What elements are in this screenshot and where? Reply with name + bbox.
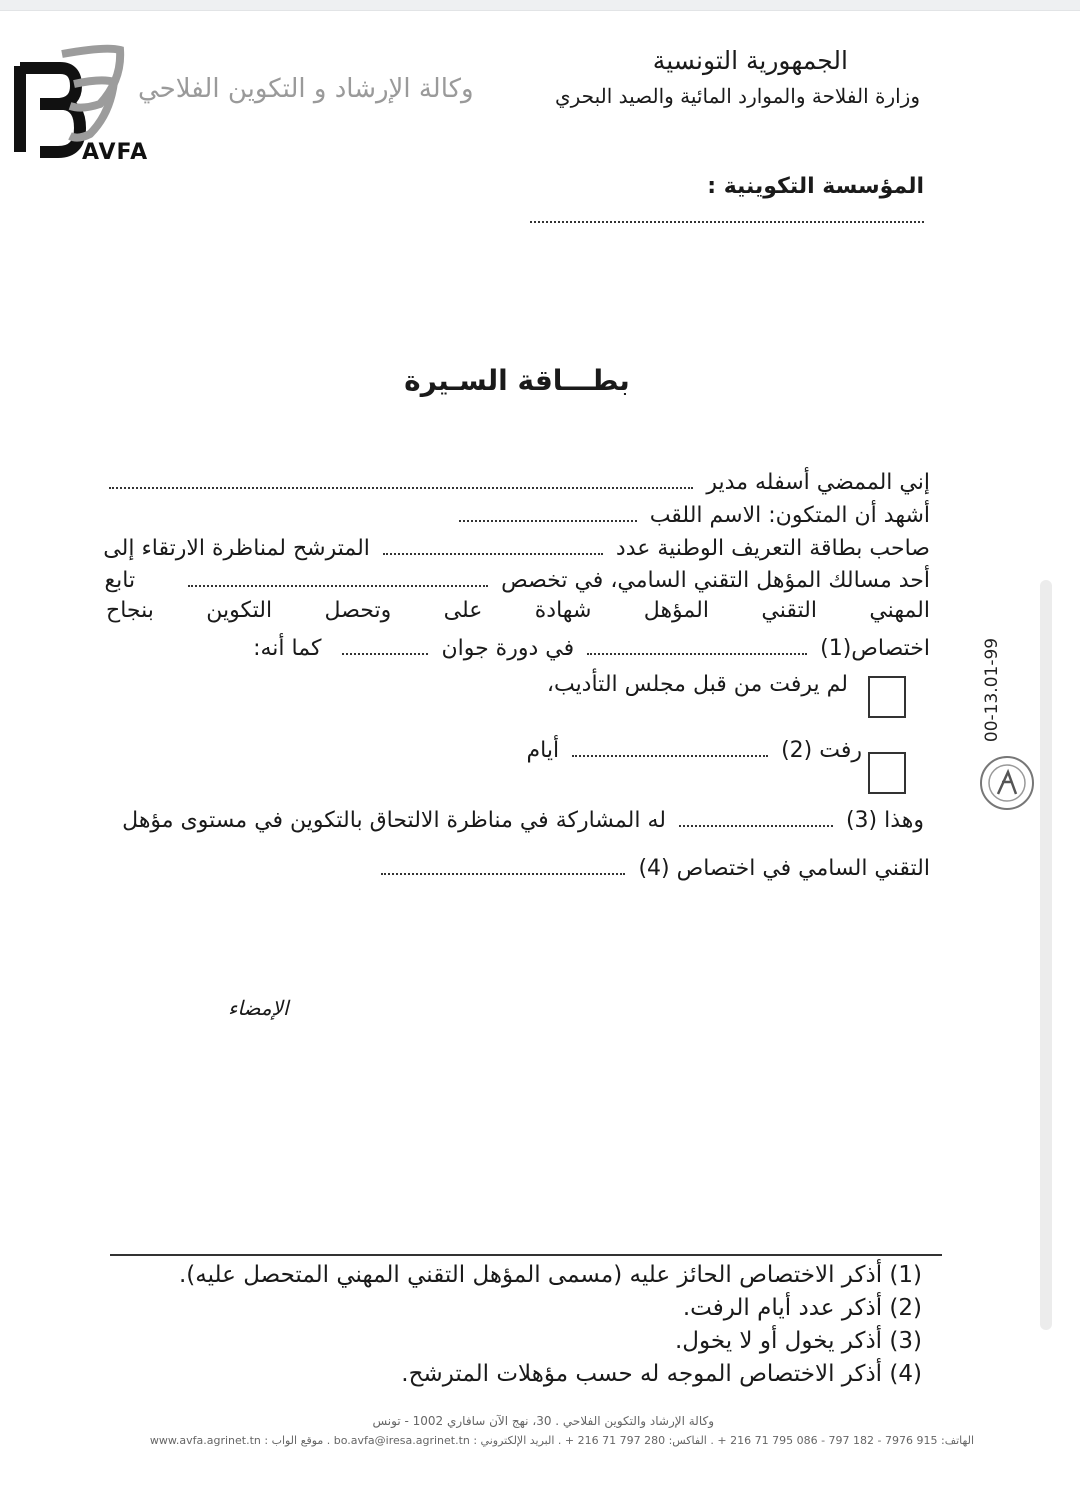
trainee-name-field[interactable] bbox=[459, 516, 637, 522]
oriented-specialty-line bbox=[375, 856, 930, 881]
entitlement-line bbox=[122, 808, 924, 833]
footer-address: وكالة الإرشاد والتكوين الفلاحي . 30، نهج الآن سافاري 1002 - تونس bbox=[372, 1414, 714, 1428]
june-session-label: في دورة جوان bbox=[441, 636, 575, 661]
specialty-ref-label: اختصاص(1) bbox=[820, 636, 930, 661]
institution-field[interactable] bbox=[530, 221, 924, 223]
specialty-label: أحد مسالك المؤهل التقني السامي، في تخصص bbox=[501, 568, 930, 593]
footnote-4: (4) أذكر الاختصاص الموجه له حسب مؤهلات المترشح. bbox=[401, 1361, 922, 1387]
stamp-icon bbox=[978, 754, 1036, 812]
not-dismissed-checkbox[interactable] bbox=[868, 676, 906, 718]
word: على bbox=[443, 598, 483, 623]
word: المهني bbox=[869, 598, 930, 623]
signature-label: الإمضاء bbox=[228, 996, 289, 1020]
june-session-field[interactable] bbox=[342, 649, 428, 655]
word: شهادة bbox=[534, 598, 592, 623]
dismissed-checkbox[interactable] bbox=[868, 752, 906, 794]
oriented-specialty-label: التقني السامي في اختصاص (4) bbox=[638, 856, 930, 881]
specialty-line bbox=[104, 568, 930, 593]
word: بنجاح bbox=[106, 598, 154, 623]
side-code: 00-13.01-99 bbox=[982, 637, 1003, 743]
as-well-label: كما أنه: bbox=[253, 636, 322, 661]
specialty-field[interactable] bbox=[188, 581, 488, 587]
ministry-title: وزارة الفلاحة والموارد المائية والصيد البحري bbox=[554, 84, 920, 108]
director-label: إني الممضي أسفله مدير bbox=[706, 470, 930, 495]
footnote-2: (2) أذكر عدد أيام الرفت. bbox=[682, 1295, 922, 1321]
dismissed-line bbox=[527, 738, 862, 763]
oriented-specialty-field[interactable] bbox=[381, 869, 625, 875]
page-title: بطـــاقة السـيرة bbox=[404, 364, 630, 397]
word: وتحصل bbox=[324, 598, 392, 623]
participation-label: له المشاركة في مناظرة الالتحاق بالتكوين في مستوى مؤهل bbox=[122, 808, 666, 833]
dismissed-days-field[interactable] bbox=[572, 751, 768, 757]
word: المؤهل bbox=[643, 598, 709, 623]
word: التكوين bbox=[206, 598, 273, 623]
entitlement-field[interactable] bbox=[679, 821, 833, 827]
specialty-ref-field[interactable] bbox=[587, 649, 807, 655]
footnote-rule bbox=[110, 1254, 942, 1256]
certificate-line bbox=[106, 598, 930, 623]
id-card-field[interactable] bbox=[383, 549, 603, 555]
scrollbar[interactable] bbox=[1040, 580, 1052, 1330]
agency-name: وكالة الإرشاد و التكوين الفلاحي bbox=[138, 74, 474, 104]
word: التقني bbox=[761, 598, 817, 623]
trainee-name-line bbox=[453, 503, 930, 528]
footer-contact: الهاتف: 915 7976 - 182 797 - 086 795 71 216 + . الفاكس: 280 797 71 216 + . البريد الإلكتروني : bo.avfa@iresa.agrinet.tn . موقع الواب : www.avfa.agrinet.tn bbox=[149, 1434, 974, 1447]
days-label: أيام bbox=[526, 738, 560, 763]
trainee-name-label: أشهد أن المتكون: الاسم اللقب bbox=[649, 503, 930, 528]
director-field[interactable] bbox=[109, 483, 693, 489]
footnote-1: (1) أذكر الاختصاص الحائز عليه (مسمى المؤهل التقني المهني المتحصل عليه). bbox=[179, 1262, 922, 1288]
institution-label: المؤسسة التكوينية : bbox=[707, 174, 924, 199]
entitlement-label: وهذا (3) bbox=[845, 808, 924, 833]
footnote-3: (3) أذكر يخول أو لا يخول. bbox=[674, 1328, 922, 1354]
specialty-session-line bbox=[253, 636, 930, 661]
not-dismissed-label: لم يرفت من قبل مجلس التأديب، bbox=[546, 672, 848, 697]
followed-label: تابع bbox=[104, 568, 136, 593]
dismissed-label: رفت (2) bbox=[781, 738, 862, 763]
agency-abbr: AVFA bbox=[82, 140, 149, 165]
promotion-label: المترشح لمناظرة الارتقاء إلى bbox=[103, 536, 370, 561]
id-card-label: صاحب بطاقة التعريف الوطنية عدد bbox=[615, 536, 930, 561]
director-line bbox=[103, 470, 930, 495]
republic-title: الجمهورية التونسية bbox=[652, 46, 848, 75]
side-code-area bbox=[970, 637, 1030, 750]
top-strip bbox=[0, 0, 1080, 11]
id-card-line bbox=[103, 536, 930, 561]
